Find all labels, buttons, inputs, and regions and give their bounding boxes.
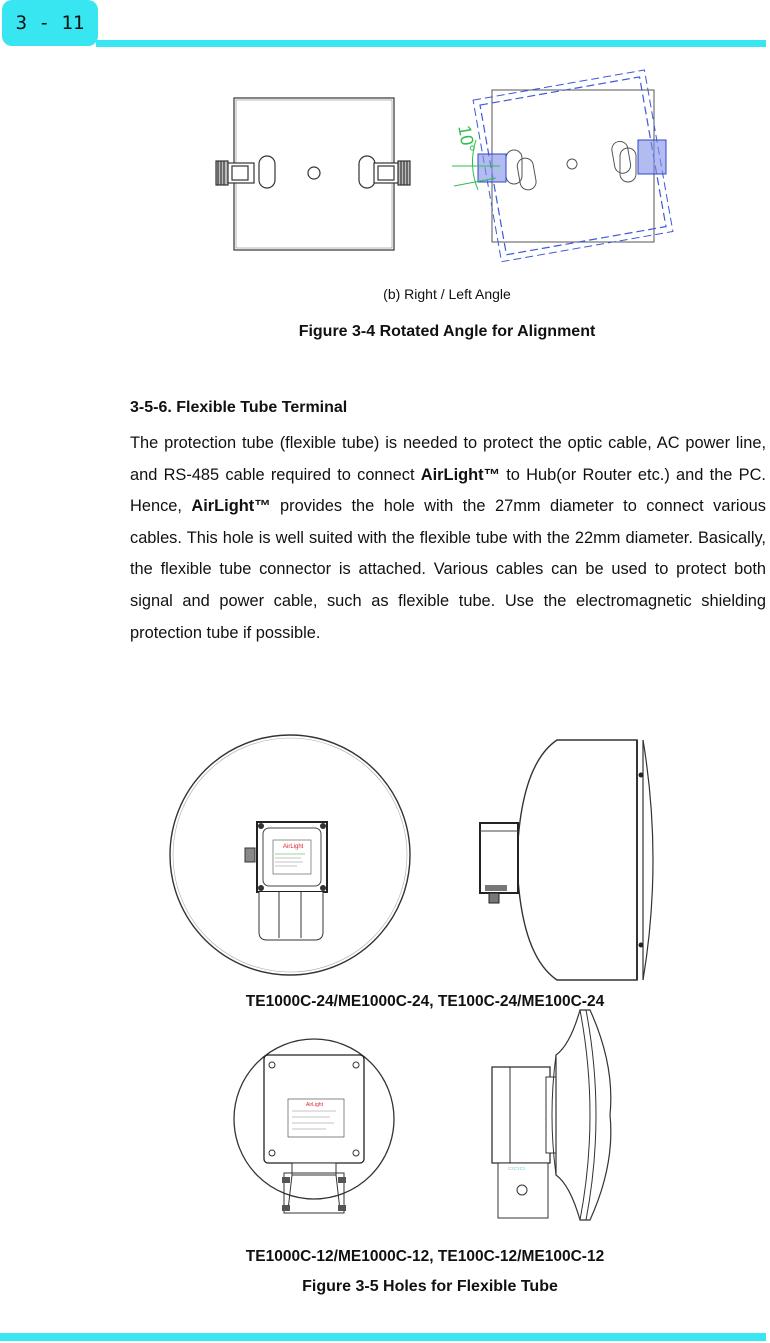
front-view-12 [230, 1035, 400, 1220]
figure-3-5-caption: Figure 3-5 Holes for Flexible Tube [302, 1278, 558, 1295]
side-view-12 [490, 1005, 620, 1223]
angle-label: 10° [454, 123, 479, 155]
figure-3-4-subcaption: (b) Right / Left Angle [383, 286, 511, 302]
paragraph-text-2: to Hub(or Router etc.) and the PC. Hence, [130, 465, 766, 516]
bolt-left [216, 161, 254, 185]
section-paragraph [130, 428, 766, 649]
page-number: 3 - 11 [15, 12, 85, 34]
rotated-angle-drawing [200, 70, 680, 265]
paragraph-text-3: provides the hole with the 27mm diameter to connect various cables. This hole is well suited with the flexible tube with the 22mm diameter. Basically, the flexible tube connector is attached. Various cables can be used to protect both signal and power cable, such as flexible tube. Use the electromagnetic shielding protection tube if possible. [130, 497, 766, 642]
bolt-right [374, 161, 410, 185]
bracket-right-rotated [452, 70, 673, 262]
paragraph-text-1: The protection tube (flexible tube) is needed to protect the optic cable, AC power line, and RS-485 cable required to connect [130, 434, 766, 484]
plate-brand-24: AirLight [283, 844, 304, 850]
bracket-left [216, 98, 410, 250]
brand-name-2: AirLight™ [191, 497, 271, 516]
model-label-12: TE1000C-12/ME1000C-12, TE100C-12/ME100C-12 [245, 1248, 605, 1265]
header-bar [96, 40, 766, 47]
brand-name-1: AirLight™ [420, 465, 500, 484]
footer-bar [0, 1333, 766, 1341]
model-label-24: TE1000C-24/ME1000C-24, TE100C-24/ME100C-24 [245, 993, 605, 1010]
section-heading: 3-5-6. Flexible Tube Terminal [130, 399, 348, 416]
page-number-tab [2, 0, 98, 46]
plate-brand-12: AirLight [306, 1102, 323, 1108]
front-view-24 [165, 730, 415, 980]
figure-3-4-caption: Figure 3-4 Rotated Angle for Alignment [298, 323, 596, 340]
side-view-24 [465, 735, 665, 980]
svg-text:▭▭▭: ▭▭▭ [508, 1166, 526, 1172]
